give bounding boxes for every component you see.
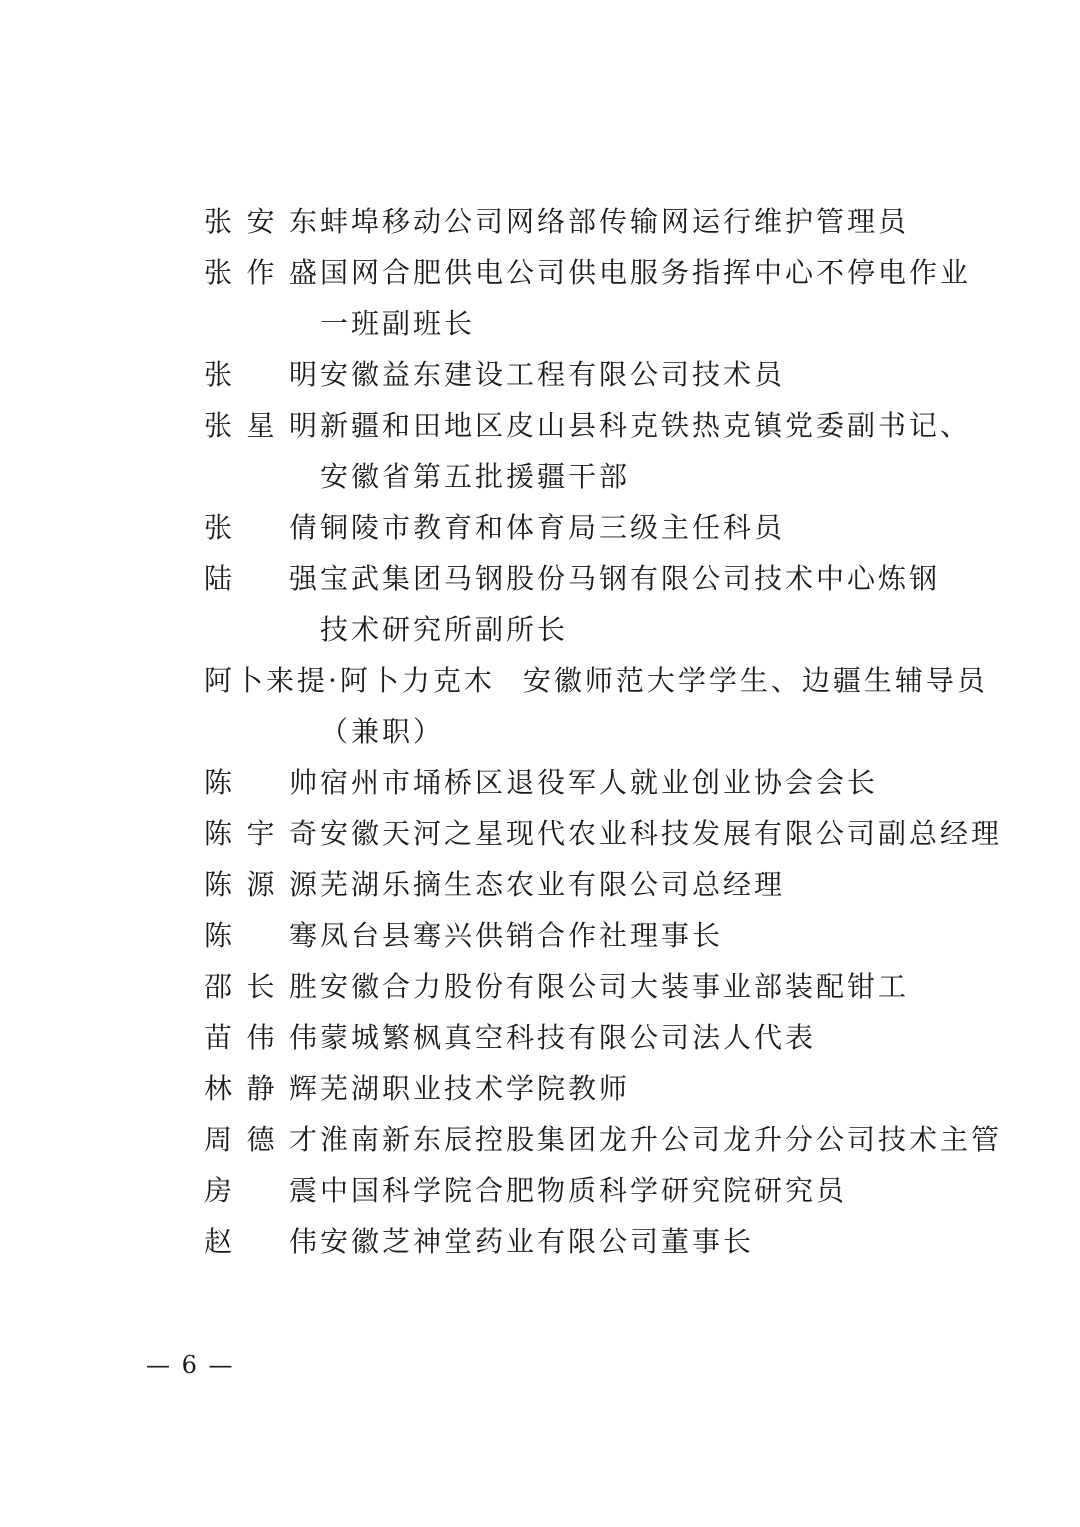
list-item (204, 502, 964, 553)
person-title: 宝武集团马钢股份马钢有限公司技术中心炼钢 (320, 562, 941, 595)
person-name: 房震 (204, 1174, 320, 1207)
list-item (204, 553, 964, 604)
person-title: 国网合肥供电公司供电服务指挥中心不停电作业 (320, 256, 972, 289)
person-name: 邵长胜 (204, 970, 320, 1003)
person-title: 安徽天河之星现代农业科技发展有限公司副总经理 (320, 817, 1003, 850)
list-item (204, 349, 964, 400)
list-item (204, 910, 964, 961)
person-name: 阿卜来提·阿卜力克木 (204, 664, 495, 697)
list-item (204, 247, 972, 298)
person-name: 苗伟伟 (204, 1021, 320, 1054)
person-name: 张安东 (204, 205, 320, 238)
list-item (204, 808, 1003, 859)
list-item (204, 1114, 1003, 1165)
list-item (204, 757, 964, 808)
list-item (204, 400, 972, 451)
list-item (204, 1216, 964, 1267)
person-title: 铜陵市教育和体育局三级主任科员 (320, 511, 786, 544)
person-name: 陈宇奇 (204, 817, 320, 850)
list-item (204, 1063, 964, 1114)
list-item (204, 961, 964, 1012)
person-name: 张倩 (204, 511, 320, 544)
person-title: 新疆和田地区皮山县科克铁热克镇党委副书记、 (320, 409, 972, 442)
person-name: 陈骞 (204, 919, 320, 952)
person-name: 张明 (204, 358, 320, 391)
person-title-continuation: 一班副班长 (320, 307, 476, 340)
person-title: 安徽合力股份有限公司大装事业部装配钳工 (320, 970, 910, 1003)
name-list (204, 196, 1003, 1267)
person-name: 林静辉 (204, 1072, 320, 1105)
person-title: 安徽师范大学学生、边疆生辅导员 (522, 664, 988, 697)
person-title: 芜湖乐摘生态农业有限公司总经理 (320, 868, 786, 901)
list-item (204, 859, 964, 910)
list-item (204, 655, 988, 706)
person-name: 周德才 (204, 1123, 320, 1156)
person-name: 陆强 (204, 562, 320, 595)
person-title: 宿州市埇桥区退役军人就业创业协会会长 (320, 766, 879, 799)
person-title: 中国科学院合肥物质科学研究院研究员 (320, 1174, 848, 1207)
person-name: 张作盛 (204, 256, 320, 289)
person-title: 安徽芝神堂药业有限公司董事长 (320, 1225, 755, 1258)
person-title-continuation: 技术研究所副所长 (320, 613, 569, 646)
person-title: 凤台县骞兴供销合作社理事长 (320, 919, 724, 952)
person-title: 蒙城繁枫真空科技有限公司法人代表 (320, 1021, 817, 1054)
person-title-continuation: 安徽省第五批援疆干部 (320, 460, 631, 493)
person-title: 淮南新东辰控股集团龙升公司龙升分公司技术主管 (320, 1123, 1003, 1156)
list-item (204, 196, 964, 247)
person-title: 蚌埠移动公司网络部传输网运行维护管理员 (320, 205, 910, 238)
list-item (204, 1165, 964, 1216)
person-name: 张星明 (204, 409, 320, 442)
page-number: — 6 — (146, 1351, 235, 1379)
person-title-continuation: （兼职） (320, 715, 445, 748)
person-title: 安徽益东建设工程有限公司技术员 (320, 358, 786, 391)
person-name: 陈帅 (204, 766, 320, 799)
list-item (204, 1012, 964, 1063)
person-name: 陈源源 (204, 868, 320, 901)
person-name: 赵伟 (204, 1225, 320, 1258)
person-title: 芜湖职业技术学院教师 (320, 1072, 631, 1105)
